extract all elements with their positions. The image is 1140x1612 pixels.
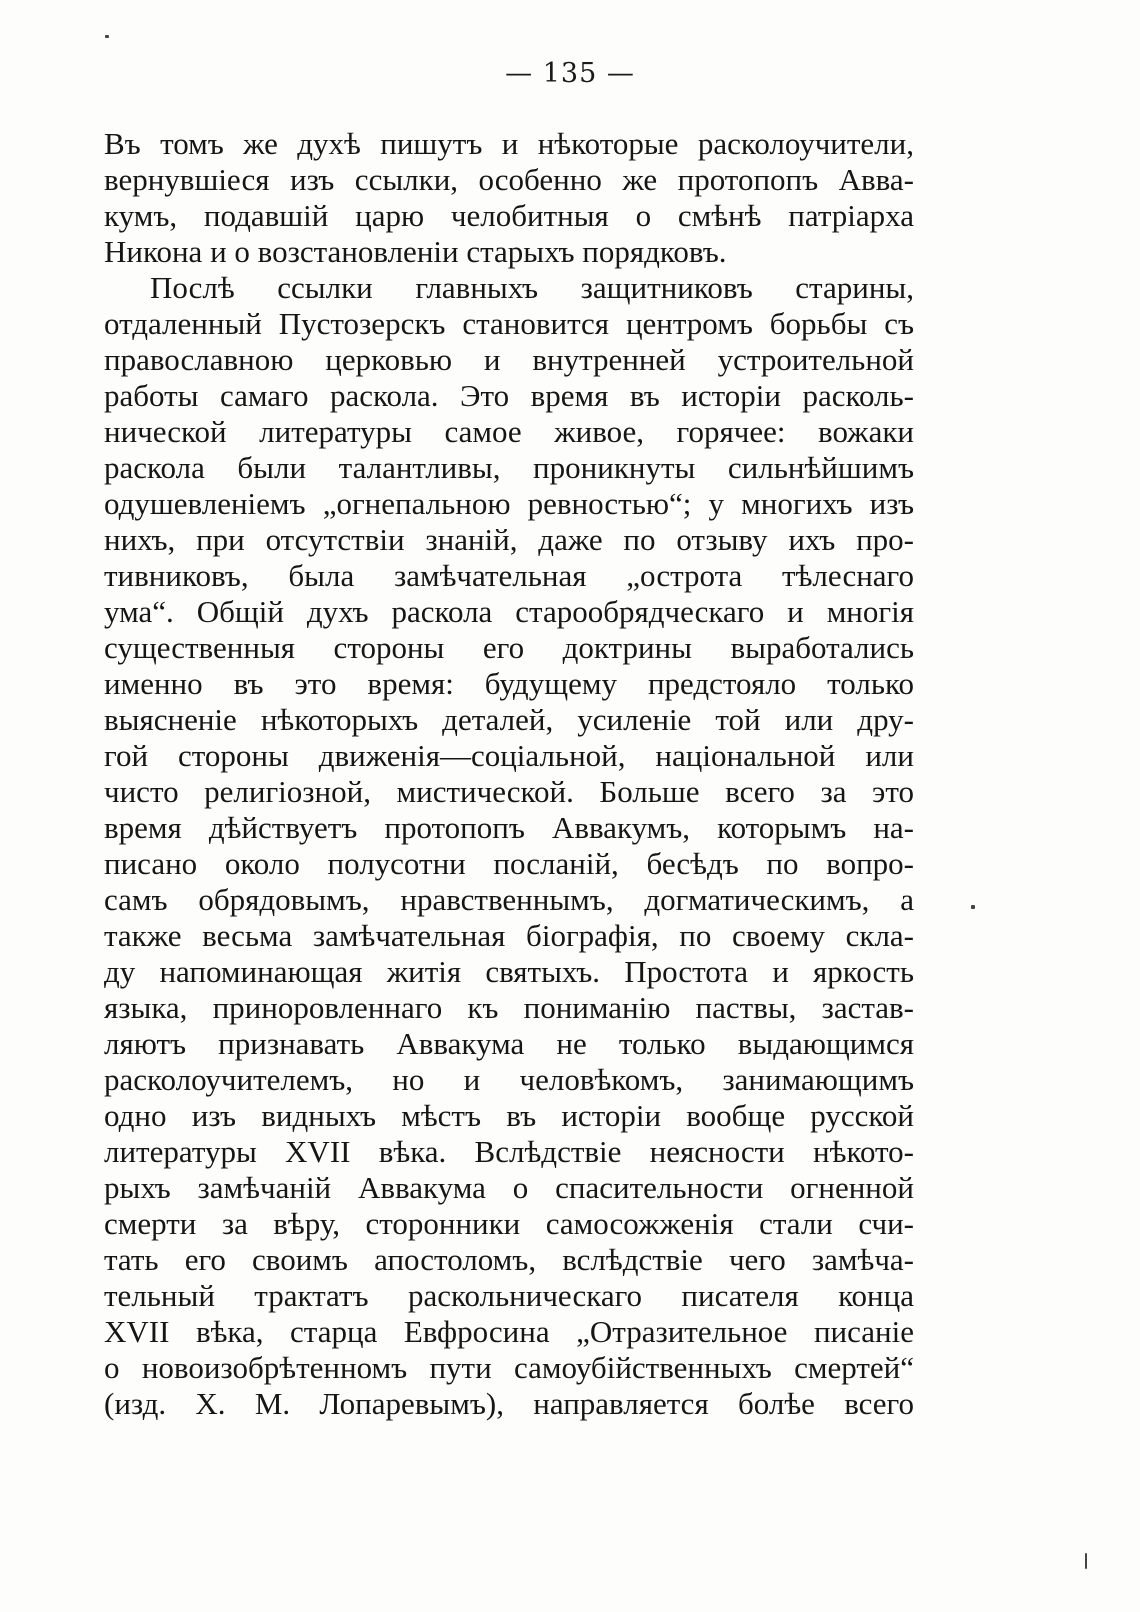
text-line: ума“. Общій духъ раскола старообрядческаго и многія: [104, 594, 914, 629]
text-line: Послѣ ссылки главныхъ защитниковъ старины,: [150, 270, 914, 305]
text-line: выясненіе нѣкоторыхъ деталей, усиленіе той или дру-: [104, 702, 914, 737]
text-line: (изд. Х. М. Лопаревымъ), направляется болѣе всего: [104, 1386, 914, 1421]
text-line: также весьма замѣчательная біографія, по своему скла-: [104, 918, 914, 953]
page-number: — 135 —: [505, 58, 635, 89]
text-line: Въ томъ же духѣ пишутъ и нѣкоторые расколоучители,: [104, 126, 914, 161]
text-line: тивниковъ, была замѣчательная „острота тѣлеснаго: [104, 558, 914, 593]
text-line: литературы XVII вѣка. Вслѣдствіе неясности нѣкото-: [104, 1134, 914, 1169]
text-line: чисто религіозной, мистической. Больше всего за это: [104, 774, 914, 809]
text-line: существенныя стороны его доктрины выработались: [104, 630, 914, 665]
text-line: расколоучителемъ, но и человѣкомъ, занимающимъ: [104, 1062, 914, 1097]
text-line: смерти за вѣру, сторонники самосожженія стали счи-: [104, 1206, 914, 1241]
scan-speck: [971, 905, 975, 909]
text-line: именно въ это время: будущему предстояло только: [104, 666, 914, 701]
text-line: тать его своимъ апостоломъ, вслѣдствіе чего замѣча-: [104, 1242, 914, 1277]
text-line: гой стороны движенія—соціальной, національной или: [104, 738, 914, 773]
scan-speck: [1085, 1553, 1087, 1569]
text-line: XVII вѣка, старца Евфросина „Отразительное писаніе: [104, 1314, 914, 1349]
text-line: нической литературы самое живое, горячее: вожаки: [104, 414, 914, 449]
text-line: работы самаго раскола. Это время въ исторіи расколь-: [104, 378, 914, 413]
text-line: православною церковью и внутренней устроительной: [104, 342, 914, 377]
text-line: самъ обрядовымъ, нравственнымъ, догматическимъ, а: [104, 882, 914, 917]
text-line: отдаленный Пустозерскъ становится центромъ борьбы съ: [104, 306, 914, 341]
body-text: [104, 126, 914, 1422]
text-line: кумъ, подавшій царю челобитныя о смѣнѣ патріарха: [104, 198, 914, 233]
text-line: одно изъ видныхъ мѣстъ въ исторіи вообще русской: [104, 1098, 914, 1133]
text-line: тельный трактатъ раскольническаго писателя конца: [104, 1278, 914, 1313]
text-line: рыхъ замѣчаній Аввакума о спасительности огненной: [104, 1170, 914, 1205]
text-line: о новоизобрѣтенномъ пути самоубійственныхъ смертей“: [104, 1350, 914, 1385]
scan-speck: [105, 35, 109, 38]
text-line: вернувшіеся изъ ссылки, особенно же протопопъ Авва-: [104, 162, 914, 197]
text-line: раскола были талантливы, проникнуты сильнѣйшимъ: [104, 450, 914, 485]
text-line: Никона и о возстановленіи старыхъ порядковъ.: [104, 234, 727, 269]
text-line: нихъ, при отсутствіи знаній, даже по отзыву ихъ про-: [104, 522, 914, 557]
text-line: ду напоминающая житія святыхъ. Простота и яркость: [104, 954, 914, 989]
text-line: языка, приноровленнаго къ пониманію паствы, застав-: [104, 990, 914, 1025]
text-line: ляютъ признавать Аввакума не только выдающимся: [104, 1026, 914, 1061]
text-line: одушевленіемъ „огнепальною ревностью“; у многихъ изъ: [104, 486, 914, 521]
text-line: время дѣйствуетъ протопопъ Аввакумъ, которымъ на-: [104, 810, 914, 845]
text-line: писано около полусотни посланій, бесѣдъ по вопро-: [104, 846, 914, 881]
